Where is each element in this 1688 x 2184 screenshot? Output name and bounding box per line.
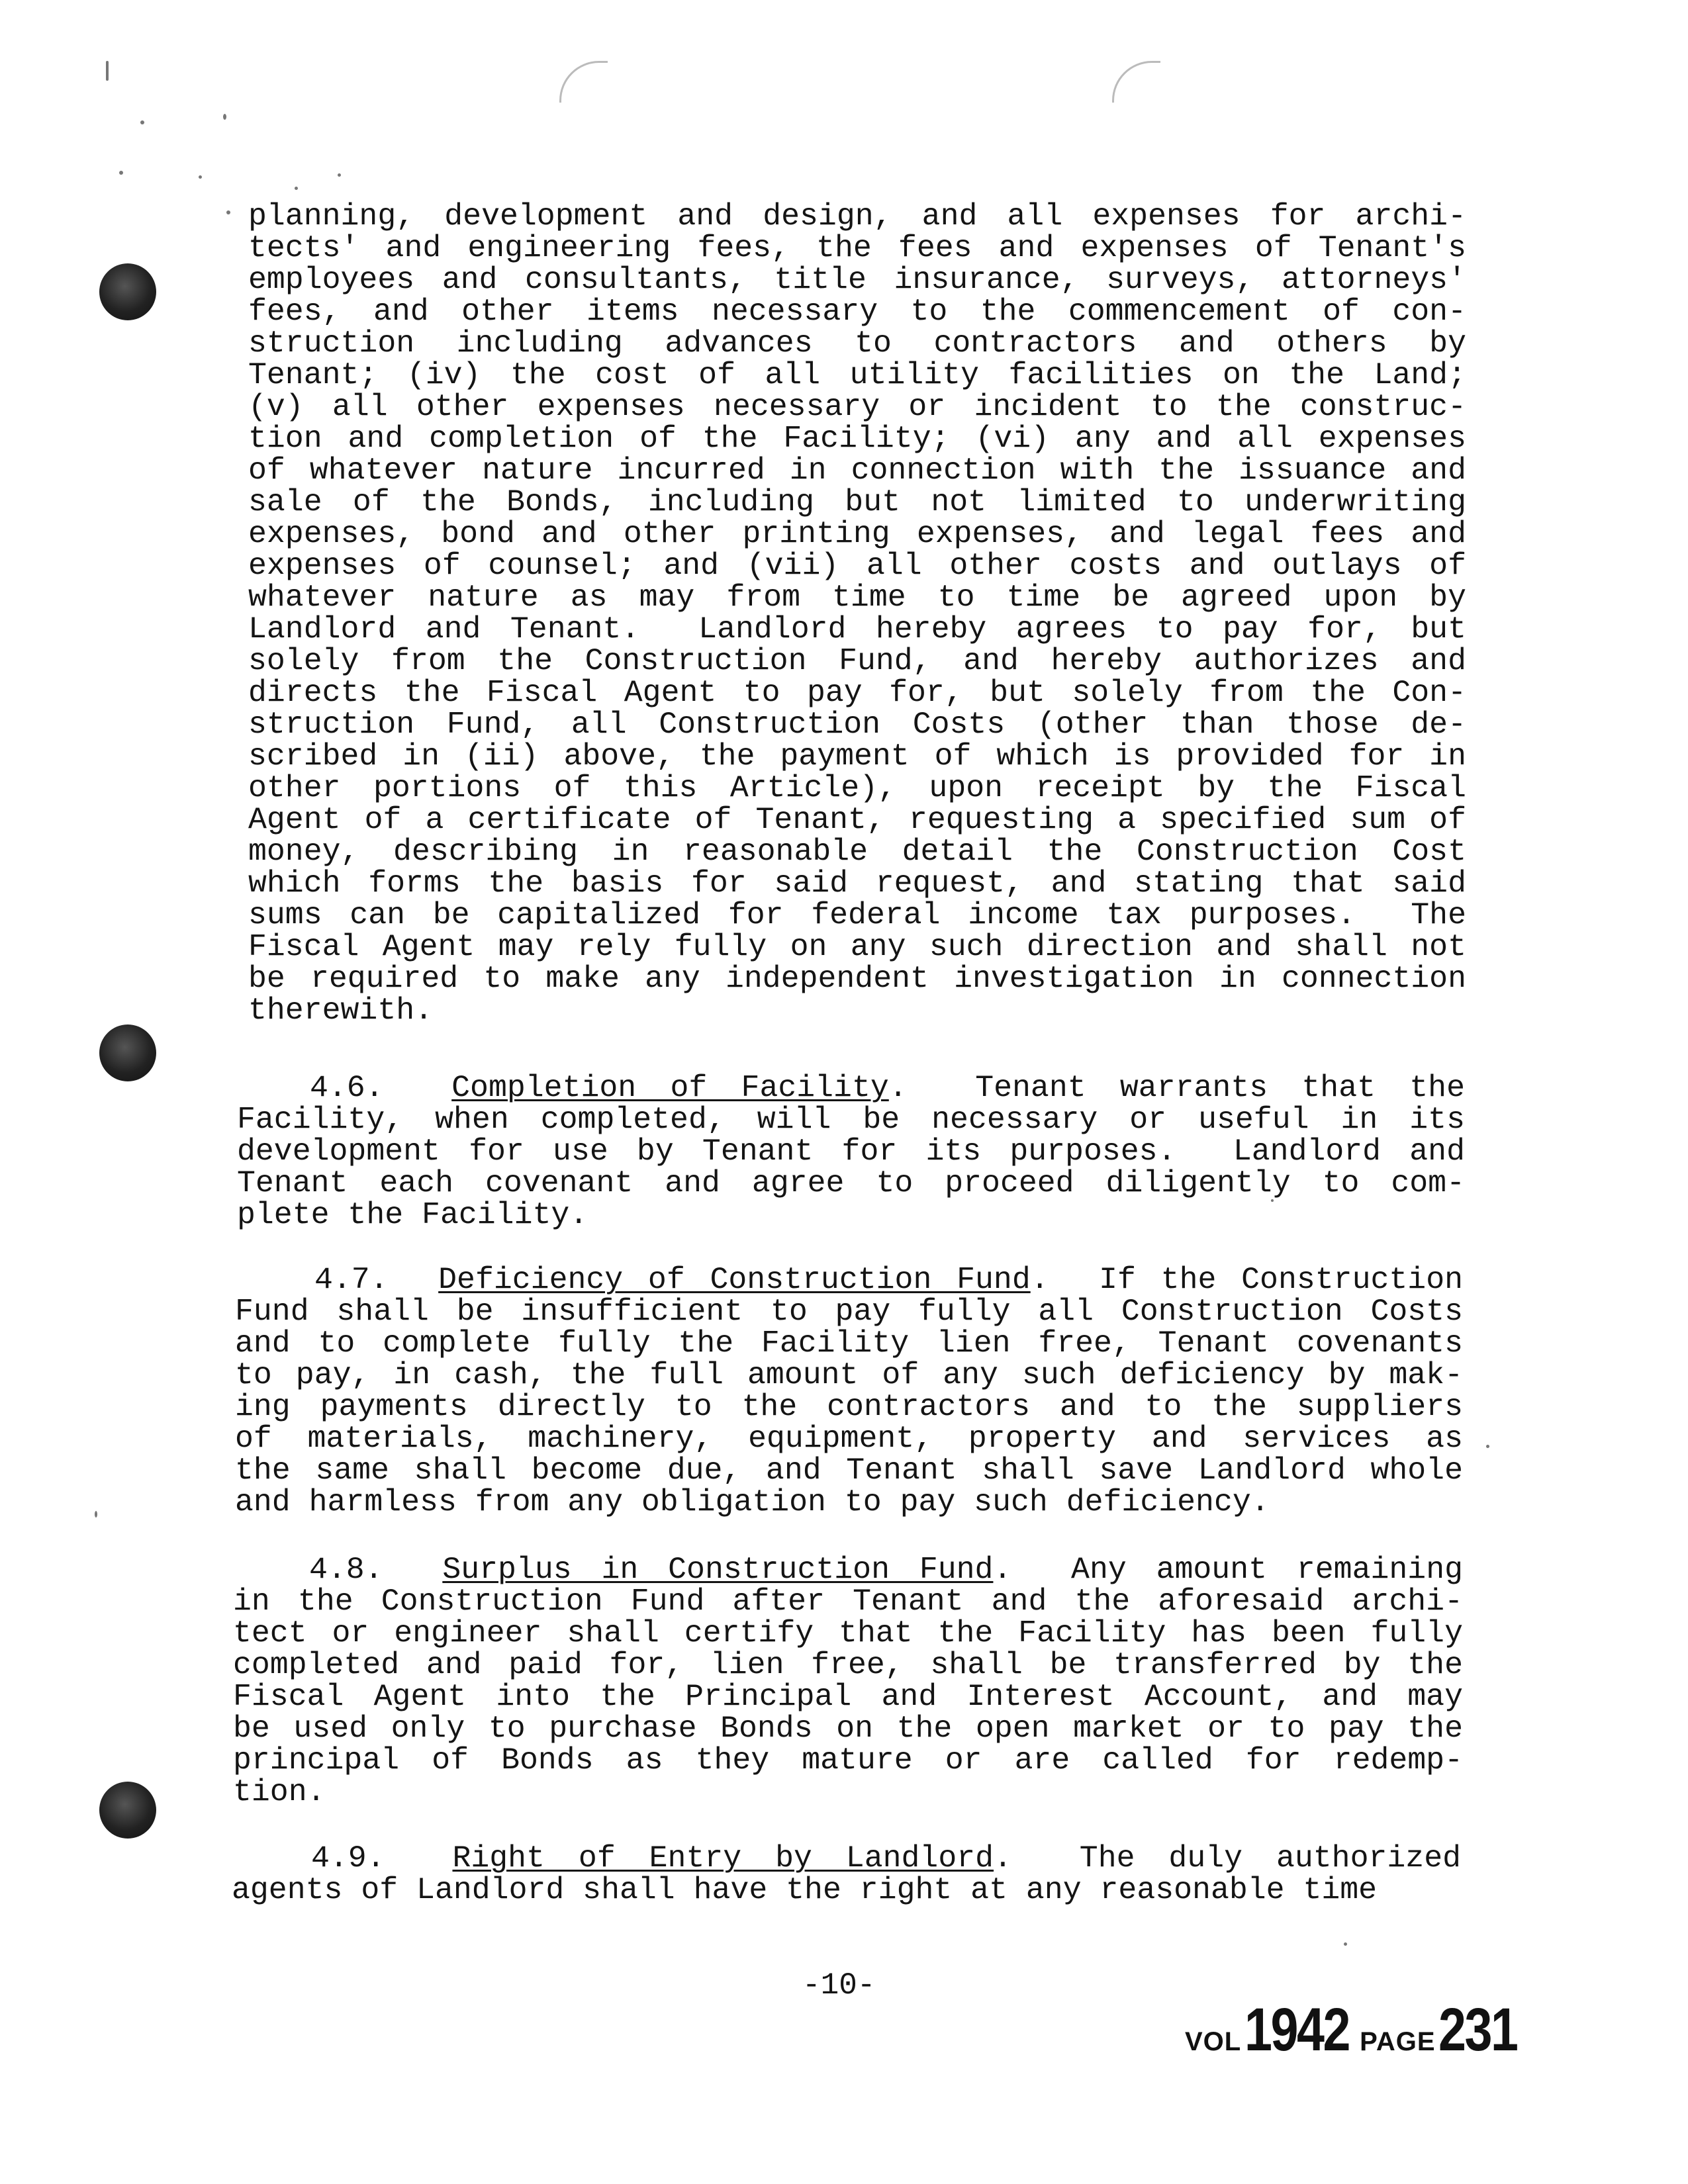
section-4-6-first-line xyxy=(237,1072,1465,1104)
stamp-page-number: 231 xyxy=(1438,1996,1517,2064)
text-line: Landlord and Tenant. Landlord hereby agrees to pay for, but xyxy=(248,612,1466,647)
text-line: be used only to purchase Bonds on the open market or to pay the xyxy=(233,1711,1463,1746)
text-line: which forms the basis for said request, and stating that said xyxy=(248,866,1466,901)
text-line: money, describing in reasonable detail the Construction Cost xyxy=(248,834,1466,869)
text-line: the same shall become due, and Tenant shall save Landlord whole xyxy=(235,1453,1463,1488)
text-line: Fiscal Agent may rely fully on any such direction and shall not xyxy=(248,929,1466,964)
scan-speck xyxy=(140,120,144,124)
paragraph-construction-costs xyxy=(248,201,1466,1026)
text-line: sale of the Bonds, including but not limited to underwriting xyxy=(248,484,1466,520)
text-line: struction including advances to contractors and others by xyxy=(248,326,1466,361)
text-line: Fiscal Agent into the Principal and Interest Account, and may xyxy=(233,1679,1463,1714)
scan-speck xyxy=(295,187,298,190)
section-first-line-tail: . If the Construction xyxy=(1030,1262,1464,1297)
scan-mark-arc-right xyxy=(1112,61,1160,103)
binder-hole-bottom xyxy=(99,1782,156,1839)
text-line: and to complete fully the Facility lien free, Tenant covenants xyxy=(235,1326,1463,1361)
recording-stamp xyxy=(1185,1995,1524,2065)
text-line: tion and completion of the Facility; (vi) any and all expenses xyxy=(248,421,1466,456)
section-4-9-first-line xyxy=(232,1843,1461,1874)
binder-hole-middle xyxy=(99,1024,156,1081)
scan-speck xyxy=(1486,1445,1489,1448)
text-line: be required to make any independent investigation in connection xyxy=(248,961,1466,996)
section-number: 4.9. xyxy=(311,1841,385,1876)
section-number: 4.8. xyxy=(309,1552,383,1587)
text-line: agents of Landlord shall have the right at any reasonable time xyxy=(232,1872,1378,1907)
text-line: to pay, in cash, the full amount of any such deficiency by mak- xyxy=(235,1357,1463,1392)
text-line: fees, and other items necessary to the commencement of con- xyxy=(248,294,1466,329)
text-line: employees and consultants, title insurance, surveys, attorneys' xyxy=(248,262,1466,297)
text-line: therewith. xyxy=(248,993,434,1028)
text-line: completed and paid for, lien free, shall be transferred by the xyxy=(233,1647,1463,1682)
section-first-line-tail: . Tenant warrants that the xyxy=(888,1070,1465,1105)
section-4-9 xyxy=(232,1843,1461,1906)
text-line: (v) all other expenses necessary or incident to the construc- xyxy=(248,389,1466,424)
text-line: expenses, bond and other printing expenses, and legal fees and xyxy=(248,516,1466,551)
text-line: Fund shall be insufficient to pay fully all Construction Costs xyxy=(235,1294,1463,1329)
text-line: tects' and engineering fees, the fees and expenses of Tenant's xyxy=(248,230,1466,265)
scan-speck xyxy=(226,210,230,214)
text-line: tect or engineer shall certify that the Facility has been fully xyxy=(233,1615,1463,1651)
text-line: of materials, machinery, equipment, property and services as xyxy=(235,1421,1463,1456)
section-first-line-tail: . Any amount remaining xyxy=(993,1552,1464,1587)
section-heading: Completion of Facility xyxy=(451,1070,889,1105)
section-number: 4.7. xyxy=(314,1262,389,1297)
text-line: struction Fund, all Construction Costs (other than those de- xyxy=(248,707,1466,742)
text-line: directs the Fiscal Agent to pay for, but solely from the Con- xyxy=(248,675,1466,710)
text-line: scribed in (ii) above, the payment of which is provided for in xyxy=(248,739,1466,774)
text-line: principal of Bonds as they mature or are called for redemp- xyxy=(233,1743,1463,1778)
text-line: and harmless from any obligation to pay such deficiency. xyxy=(235,1484,1270,1520)
text-line: development for use by Tenant for its purposes. Landlord and xyxy=(237,1134,1465,1169)
text-line: Agent of a certificate of Tenant, requesting a specified sum of xyxy=(248,802,1466,837)
scan-speck xyxy=(199,175,202,179)
section-first-line-tail: . The duly authorized xyxy=(994,1841,1461,1876)
section-heading: Deficiency of Construction Fund xyxy=(438,1262,1031,1297)
section-heading: Surplus in Construction Fund xyxy=(442,1552,994,1587)
scan-speck xyxy=(95,1511,97,1518)
section-number: 4.6. xyxy=(310,1070,384,1105)
text-line: Tenant each covenant and agree to proceed diligently to com- xyxy=(237,1165,1465,1201)
scan-speck xyxy=(106,61,109,81)
section-4-7 xyxy=(235,1264,1463,1518)
text-line: plete the Facility. xyxy=(237,1197,588,1232)
stamp-volume-number: 1942 xyxy=(1244,1996,1349,2064)
text-line: other portions of this Article), upon receipt by the Fiscal xyxy=(248,770,1466,805)
section-4-6 xyxy=(237,1072,1465,1231)
scan-speck xyxy=(223,114,226,120)
stamp-vol-label: VOL xyxy=(1185,2027,1242,2056)
text-line: Facility, when completed, will be necessary or useful in its xyxy=(237,1102,1465,1137)
section-4-7-first-line xyxy=(235,1264,1463,1296)
text-line: ing payments directly to the contractors and to the suppliers xyxy=(235,1389,1463,1424)
scan-speck xyxy=(119,171,123,175)
text-line: planning, development and design, and all expenses for archi- xyxy=(248,199,1466,234)
section-4-8-first-line xyxy=(233,1554,1463,1586)
scan-mark-arc-left xyxy=(559,61,608,103)
text-line: expenses of counsel; and (vii) all other costs and outlays of xyxy=(248,548,1466,583)
binder-hole-top xyxy=(99,263,156,320)
scan-speck xyxy=(1344,1942,1347,1946)
text-line: solely from the Construction Fund, and hereby authorizes and xyxy=(248,643,1466,678)
stamp-page-label: PAGE xyxy=(1360,2027,1436,2056)
section-4-8 xyxy=(233,1554,1463,1808)
scan-speck xyxy=(338,173,341,177)
text-line: in the Construction Fund after Tenant and the aforesaid archi- xyxy=(233,1584,1463,1619)
page-number: -10- xyxy=(802,1968,876,2003)
text-line: Tenant; (iv) the cost of all utility facilities on the Land; xyxy=(248,357,1466,392)
text-line: whatever nature as may from time to time be agreed upon by xyxy=(248,580,1466,615)
text-line: sums can be capitalized for federal income tax purposes. The xyxy=(248,897,1466,933)
section-heading: Right of Entry by Landlord xyxy=(452,1841,994,1876)
text-line: of whatever nature incurred in connection with the issuance and xyxy=(248,453,1466,488)
text-line: tion. xyxy=(233,1774,326,1809)
